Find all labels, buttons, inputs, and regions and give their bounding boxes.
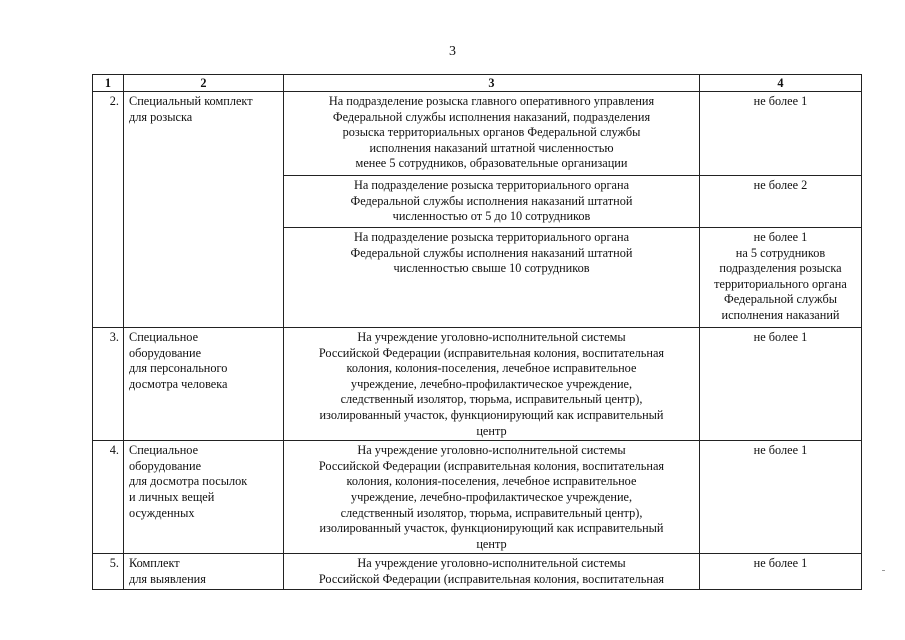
item-name: Специальное оборудование для персонального досмотра человека <box>124 328 284 441</box>
equipment-norms-table <box>92 74 862 590</box>
item-name: Специальное оборудование для досмотра посылок и личных вещей осужденных <box>124 441 284 554</box>
item-name: Специальный комплект для розыска <box>124 92 284 328</box>
row-number: 4. <box>93 441 124 554</box>
norm-cell: не более 1 <box>700 328 862 441</box>
row-number: 5. <box>93 554 124 589</box>
allocation-cell: На учреждение уголовно-исполнительной системы Российской Федерации (исправительная колония, воспитательная колония, колония-поселения, лечебное исправительное учреждение, лечебно-профилактическое учреждение, следственный изолятор, тюрьма, исправительный центр), изолированный участок, функционирующий как исправительный центр <box>284 328 700 441</box>
allocation-cell: На подразделение розыска территориального органа Федеральной службы исполнения наказаний штатной численностью свыше 10 сотрудников <box>284 228 700 328</box>
header-col-3: 3 <box>284 75 700 92</box>
allocation-cell: На учреждение уголовно-исполнительной системы Российской Федерации (исправительная колония, воспитательная колония, колония-поселения, лечебное исправительное учреждение, лечебно-профилактическое учреждение, следственный изолятор, тюрьма, исправительный центр), изолированный участок, функционирующий как исправительный центр <box>284 441 700 554</box>
norm-cell: не более 1 на 5 сотрудников подразделения розыска территориального органа Федеральной службы исполнения наказаний <box>700 228 862 328</box>
header-col-2: 2 <box>124 75 284 92</box>
allocation-cell: На учреждение уголовно-исполнительной системы Российской Федерации (исправительная колония, воспитательная <box>284 554 700 589</box>
norm-cell: не более 1 <box>700 92 862 176</box>
header-col-4: 4 <box>700 75 862 92</box>
margin-mark <box>882 570 885 571</box>
table-row <box>93 328 862 441</box>
table-row <box>93 554 862 589</box>
row-number: 2. <box>93 92 124 328</box>
table-row <box>93 92 862 176</box>
norm-cell: не более 1 <box>700 441 862 554</box>
norm-cell: не более 2 <box>700 176 862 228</box>
table-row <box>93 441 862 554</box>
allocation-cell: На подразделение розыска территориального органа Федеральной службы исполнения наказаний штатной численностью от 5 до 10 сотрудников <box>284 176 700 228</box>
allocation-cell: На подразделение розыска главного оперативного управления Федеральной службы исполнения наказаний, подразделения розыска территориальных органов Федеральной службы исполнения наказаний штатной численностью менее 5 сотрудников, образовательные организации <box>284 92 700 176</box>
header-row <box>93 75 862 92</box>
row-number: 3. <box>93 328 124 441</box>
norm-cell: не более 1 <box>700 554 862 589</box>
page-number: 3 <box>449 44 456 59</box>
item-name: Комплект для выявления <box>124 554 284 589</box>
header-col-1: 1 <box>93 75 124 92</box>
